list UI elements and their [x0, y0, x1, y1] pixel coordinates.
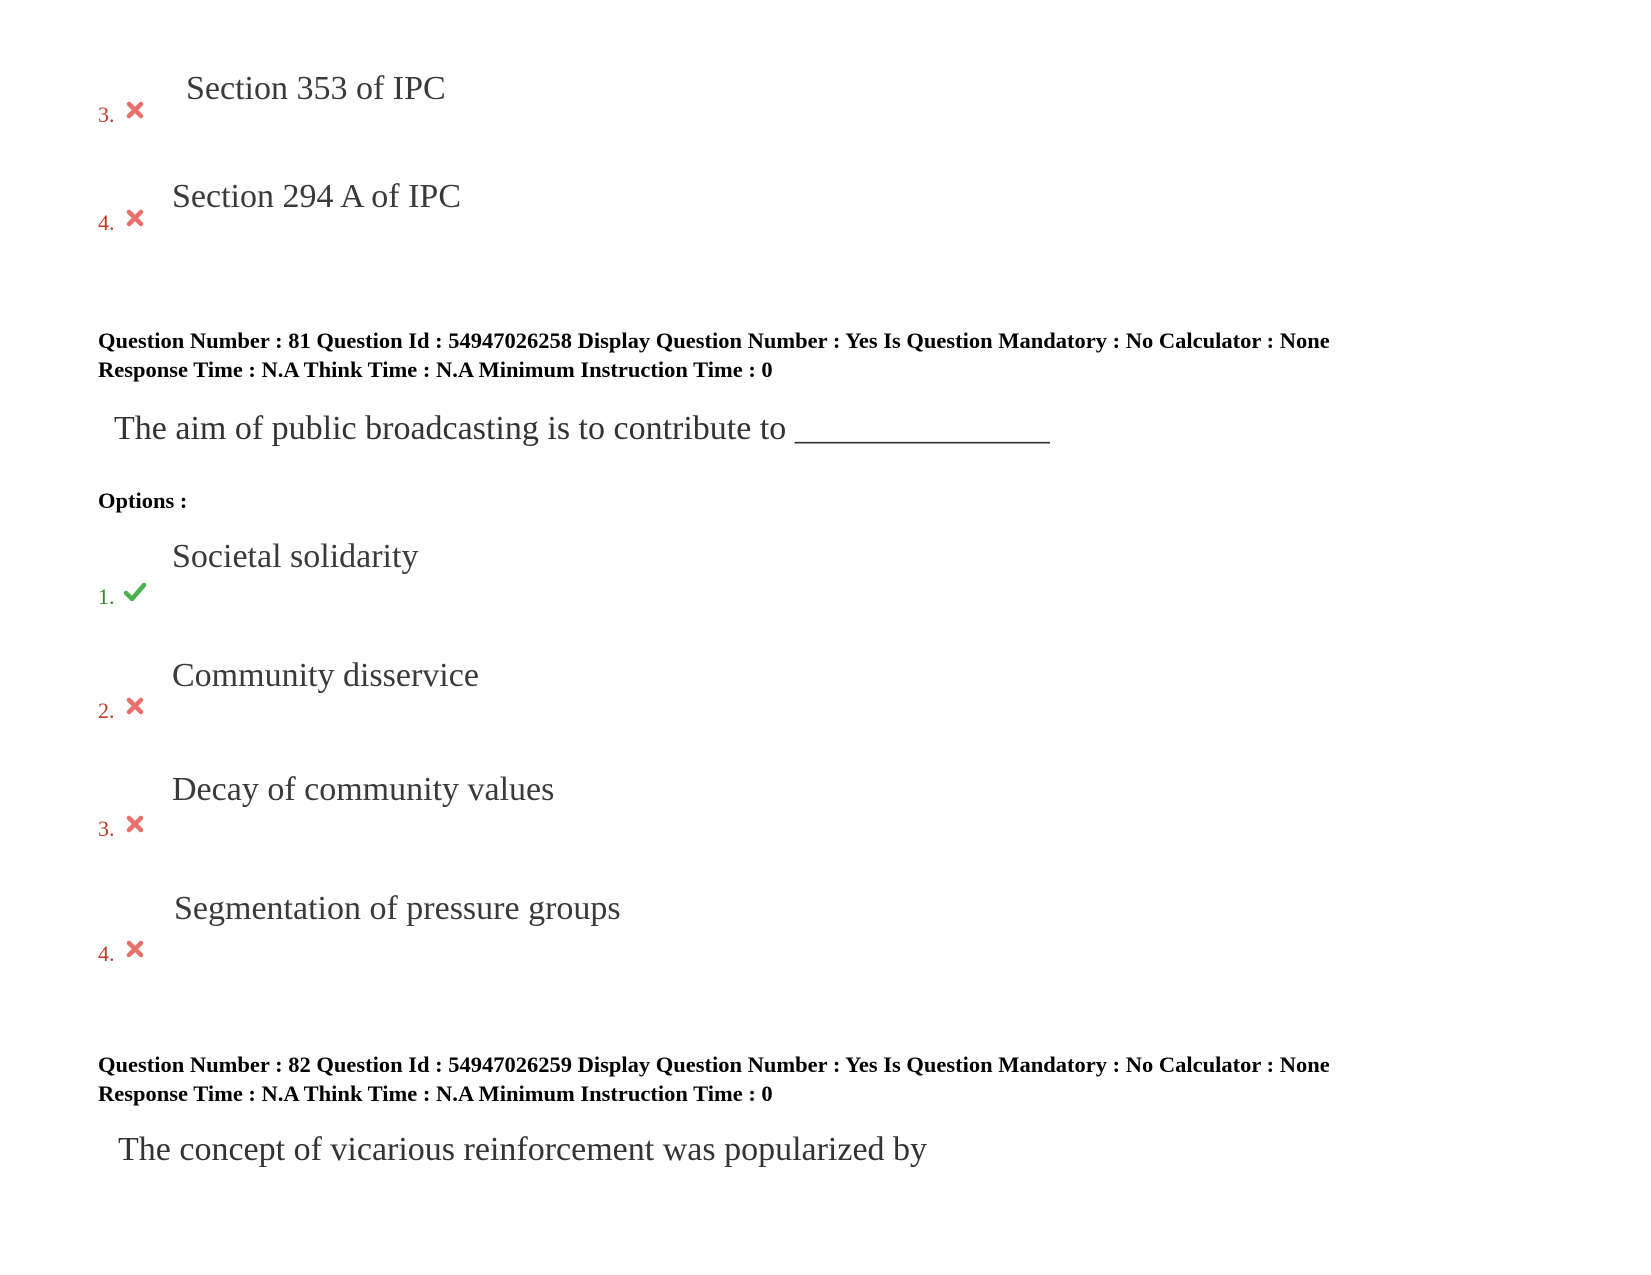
option-number: 3. — [98, 816, 115, 841]
cross-icon — [125, 939, 145, 959]
question-meta-line2: Response Time : N.A Think Time : N.A Minimum Instruction Time : 0 — [98, 1081, 773, 1106]
check-icon — [123, 582, 147, 602]
option-text: Section 353 of IPC — [186, 70, 446, 107]
option-text: Decay of community values — [172, 771, 555, 808]
option-number: 2. — [98, 698, 115, 723]
question-text: The aim of public broadcasting is to contribute to _______________ — [114, 410, 1050, 447]
question-meta-line1: Question Number : 81 Question Id : 54947026258 Display Question Number : Yes Is Question Mandatory : No Calculator : None — [98, 328, 1330, 353]
option-number: 4. — [98, 941, 115, 966]
option-text: Community disservice — [172, 657, 479, 694]
question-meta — [98, 326, 1330, 384]
question-text: The concept of vicarious reinforcement was popularized by — [118, 1131, 928, 1168]
question-meta-line1: Question Number : 82 Question Id : 54947026259 Display Question Number : Yes Is Question Mandatory : No Calculator : None — [98, 1052, 1330, 1077]
option-number: 1. — [98, 584, 115, 609]
option-number: 4. — [98, 210, 115, 235]
cross-icon — [125, 814, 145, 834]
cross-icon — [125, 100, 145, 120]
option-number: 3. — [98, 102, 115, 127]
question-meta — [98, 1050, 1330, 1108]
question-meta-line2: Response Time : N.A Think Time : N.A Minimum Instruction Time : 0 — [98, 357, 773, 382]
option-text: Societal solidarity — [172, 538, 419, 575]
option-text: Section 294 A of IPC — [172, 178, 462, 215]
option-text: Segmentation of pressure groups — [174, 890, 621, 927]
cross-icon — [125, 696, 145, 716]
cross-icon — [125, 208, 145, 228]
options-label: Options : — [98, 488, 188, 513]
